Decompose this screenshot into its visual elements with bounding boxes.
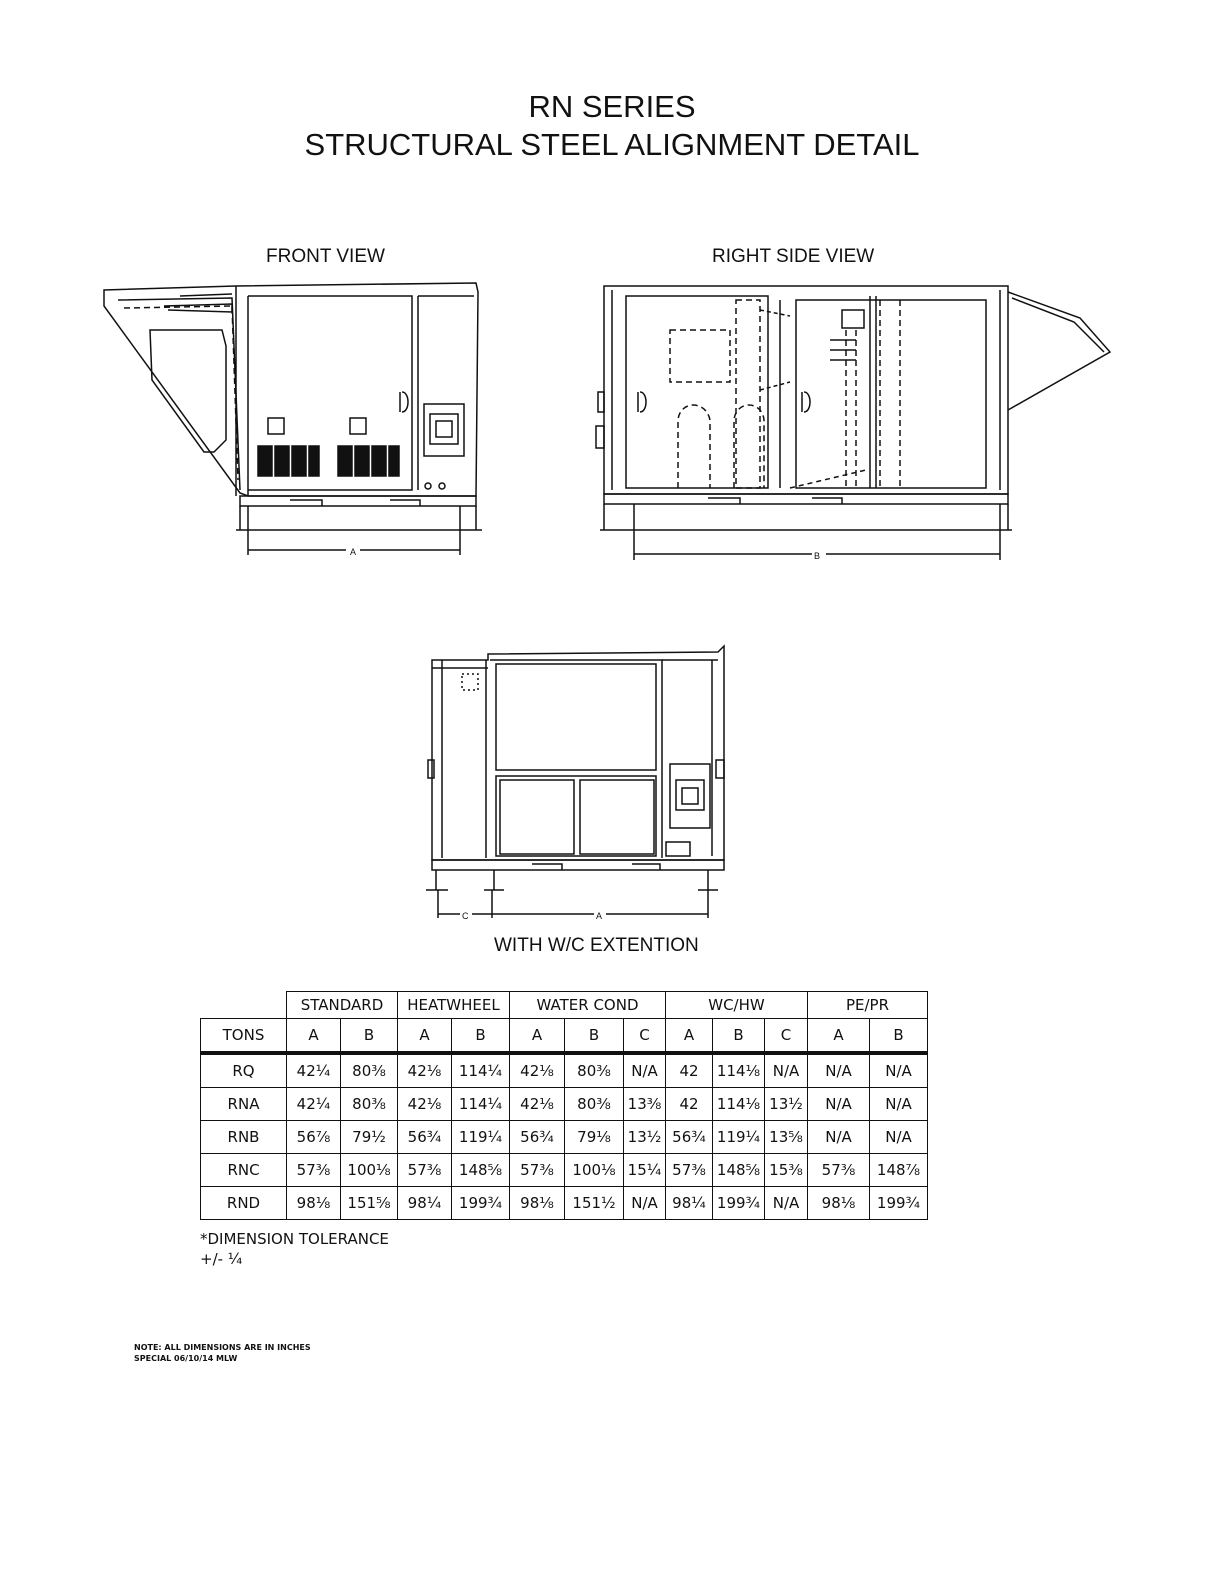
tolerance-title: *DIMENSION TOLERANCE: [200, 1230, 389, 1248]
table-cell: 100⅛: [565, 1154, 624, 1187]
table-cell: N/A: [870, 1121, 928, 1154]
table-cell: 42⅛: [510, 1053, 565, 1088]
table-cell: 119¼: [452, 1121, 510, 1154]
table-cell: 80⅜: [341, 1053, 398, 1088]
table-column-header: C: [765, 1019, 808, 1054]
table-column-header: C: [624, 1019, 666, 1054]
table-cell: 15¼: [624, 1154, 666, 1187]
table-column-header: TONS: [201, 1019, 287, 1054]
front-view-label: FRONT VIEW: [266, 246, 385, 267]
table-cell: 114⅛: [713, 1088, 765, 1121]
table-cell: N/A: [808, 1053, 870, 1088]
table-row: [201, 1187, 928, 1220]
table-group-row: [201, 992, 928, 1019]
table-cell: 13½: [624, 1121, 666, 1154]
table-row: [201, 1088, 928, 1121]
table-row: [201, 1121, 928, 1154]
table-row-label: RND: [201, 1187, 287, 1220]
right-dim-b-label: B: [814, 551, 821, 561]
table-cell: N/A: [765, 1187, 808, 1220]
table-cell: 57⅜: [666, 1154, 713, 1187]
table-cell: 199¾: [713, 1187, 765, 1220]
table-cell: 57⅜: [808, 1154, 870, 1187]
table-group-header: STANDARD: [287, 992, 398, 1019]
table-cell: 15⅜: [765, 1154, 808, 1187]
table-cell: 56¾: [666, 1121, 713, 1154]
table-cell: 114¼: [452, 1053, 510, 1088]
table-cell: 199¾: [452, 1187, 510, 1220]
table-cell: 151⅝: [341, 1187, 398, 1220]
table-cell: 148⅝: [713, 1154, 765, 1187]
tolerance-value: +/- ¼: [200, 1250, 243, 1268]
table-group-header: HEATWHEEL: [398, 992, 510, 1019]
table-cell: N/A: [808, 1121, 870, 1154]
dimension-tolerance: [200, 1229, 389, 1269]
table-group-header: WC/HW: [666, 992, 808, 1019]
table-cell: 57⅜: [510, 1154, 565, 1187]
table-cell: 80⅜: [565, 1088, 624, 1121]
wc-dim-c-label: C: [462, 911, 469, 921]
table-cell: N/A: [808, 1088, 870, 1121]
table-column-row: [201, 1019, 928, 1054]
table-column-header: A: [398, 1019, 452, 1054]
table-cell: 13⅝: [765, 1121, 808, 1154]
table-cell: N/A: [624, 1053, 666, 1088]
table-cell: 13⅜: [624, 1088, 666, 1121]
title-detail: STRUCTURAL STEEL ALIGNMENT DETAIL: [304, 127, 920, 162]
table-cell: 98¼: [666, 1187, 713, 1220]
table-column-header: B: [713, 1019, 765, 1054]
table-cell: 56⅞: [287, 1121, 341, 1154]
table-cell: 114⅛: [713, 1053, 765, 1088]
note-dimensions: NOTE: ALL DIMENSIONS ARE IN INCHES: [134, 1343, 311, 1352]
table-column-header: A: [808, 1019, 870, 1054]
table-cell: N/A: [624, 1187, 666, 1220]
table-cell: 79⅛: [565, 1121, 624, 1154]
table-group-header: WATER COND: [510, 992, 666, 1019]
table-cell: 42¼: [287, 1053, 341, 1088]
table-cell: 56¾: [510, 1121, 565, 1154]
table-cell: 199¾: [870, 1187, 928, 1220]
table-column-header: A: [510, 1019, 565, 1054]
table-cell: 119¼: [713, 1121, 765, 1154]
table-column-header: A: [287, 1019, 341, 1054]
front-dim-a-label: A: [350, 547, 357, 557]
table-cell: 80⅜: [341, 1088, 398, 1121]
table-cell: 148⅞: [870, 1154, 928, 1187]
table-cell: 56¾: [398, 1121, 452, 1154]
table-column-header: B: [341, 1019, 398, 1054]
drawing-notes: [134, 1342, 311, 1364]
table-row-label: RNB: [201, 1121, 287, 1154]
dimension-table: [200, 991, 928, 1220]
table-cell: 100⅛: [341, 1154, 398, 1187]
title-series: RN SERIES: [528, 89, 696, 124]
table-cell: 98⅛: [510, 1187, 565, 1220]
table-cell: 57⅜: [287, 1154, 341, 1187]
table-cell: 98⅛: [808, 1187, 870, 1220]
table-column-header: B: [565, 1019, 624, 1054]
table-row-label: RNA: [201, 1088, 287, 1121]
wc-dim-a-label: A: [596, 911, 603, 921]
right-side-view-drawing: [596, 286, 1110, 561]
table-corner: [201, 992, 287, 1019]
table-cell: 98⅛: [287, 1187, 341, 1220]
table-column-header: B: [452, 1019, 510, 1054]
table-column-header: A: [666, 1019, 713, 1054]
table-cell: N/A: [765, 1053, 808, 1088]
table-row-label: RQ: [201, 1053, 287, 1088]
table-cell: 151½: [565, 1187, 624, 1220]
table-cell: 80⅜: [565, 1053, 624, 1088]
table-cell: N/A: [870, 1053, 928, 1088]
table-cell: N/A: [870, 1088, 928, 1121]
table-cell: 98¼: [398, 1187, 452, 1220]
table-group-header: PE/PR: [808, 992, 928, 1019]
wc-extension-drawing: [426, 646, 724, 921]
table-row-label: RNC: [201, 1154, 287, 1187]
front-view-drawing: [104, 283, 482, 557]
table-cell: 42: [666, 1088, 713, 1121]
table-row: [201, 1053, 928, 1088]
table-cell: 114¼: [452, 1088, 510, 1121]
table-cell: 42: [666, 1053, 713, 1088]
table-cell: 57⅜: [398, 1154, 452, 1187]
table-cell: 42⅛: [510, 1088, 565, 1121]
table-row: [201, 1154, 928, 1187]
table-column-header: B: [870, 1019, 928, 1054]
table-cell: 42¼: [287, 1088, 341, 1121]
table-cell: 13½: [765, 1088, 808, 1121]
wc-extension-label: WITH W/C EXTENTION: [494, 935, 699, 956]
table-cell: 79½: [341, 1121, 398, 1154]
right-side-view-label: RIGHT SIDE VIEW: [712, 246, 875, 267]
note-special: SPECIAL 06/10/14 MLW: [134, 1354, 238, 1363]
table-cell: 42⅛: [398, 1053, 452, 1088]
table-cell: 42⅛: [398, 1088, 452, 1121]
table-cell: 148⅝: [452, 1154, 510, 1187]
